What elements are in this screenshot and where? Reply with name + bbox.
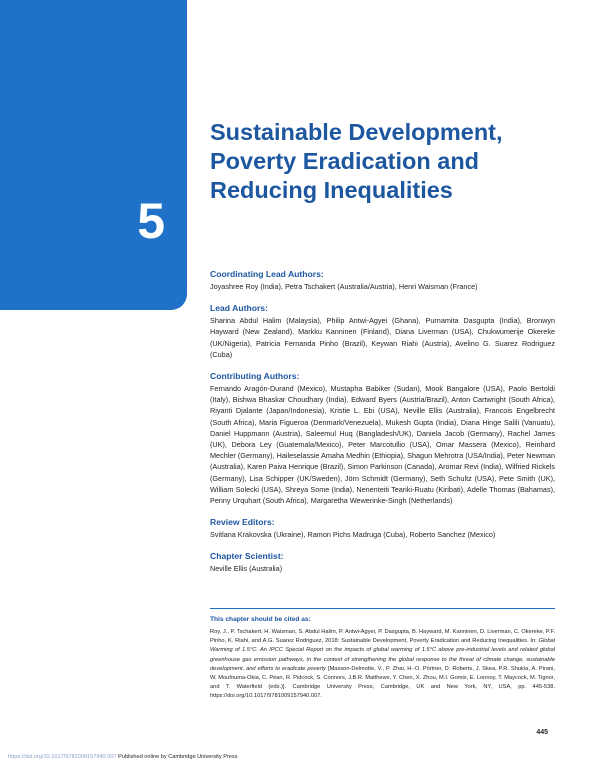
footer (8, 754, 238, 760)
section-text: Joyashree Roy (India), Petra Tschakert (Australia/Austria), Henri Waisman (France) (210, 282, 478, 291)
section-lead-authors (210, 302, 555, 360)
section-heading: Coordinating Lead Authors: (210, 269, 324, 279)
section-review-editors (210, 516, 555, 540)
footer-doi-link[interactable]: https://doi.org/10.1017/9781009157940.007 (8, 754, 117, 760)
section-text: Sharina Abdul Halim (Malaysia), Philip Antwi-Agyei (Ghana), Purnamita Dasgupta (India), Bronwyn Hayward (New Zealand), Markku Kanninen (Finland), Diana Liverman (USA), Chukwumerije Okereke (UK/Nigeria), Patricia Fernanda Pinho (Brazil), Keywan Riahi (Austria), Avelino G. Suarez Rodriguez (Cuba) (210, 316, 555, 359)
section-contributing-authors (210, 370, 555, 506)
section-heading: Contributing Authors: (210, 371, 300, 382)
section-heading: Lead Authors: (210, 303, 268, 314)
section-coordinating-lead-authors (210, 268, 555, 292)
section-text: Neville Ellis (Australia) (210, 564, 283, 574)
citation-divider (210, 608, 555, 609)
section-text: Fernando Aragón-Durand (Mexico), Mustapha Babiker (Sudan), Mook Bangalore (USA), Paolo Bertoldi (Italy), Bishwa Bhaskar Choudhary (India), Edward Byers (Austria/Brazil), Anton Cartwright (South Africa), Riyanti Djalante (Japan/Indonesia), Kristie L. Ebi (USA), Neville Ellis (Australia), Francois Engelbrecht (South Africa), Maria Figueroa (Denmark/Venezuela), Mukesh Gupta (India), Diana Hinge Salili (Vanuatu), Daniel Huppmann (Austria), Saleemul Huq (Bangladesh/UK), Daniela Jacob (Germany), Rachel James (UK), Debora Ley (Guatemala/Mexico), Peter Marcotullio (USA), Omar Massera (Mexico), Reinhard Mechler (Germany), Haileselassie Amaha Medhin (Ethiopia), Shagun Mehrotra (USA/India), Peter Newman (Australia), Karen Paiva Henrique (Brazil), Simon Parkinson (Canada), Aromar Revi (India), Wilfried Rickels (Germany), Lisa Schipper (UK/Sweden), Jörn Schmidt (Germany), Seth Schultz (USA), Pete Smith (UK), William Solecki (USA), Shreya Some (India), Nenenteiti Teariki-Ruatu (Kiribati), Adelle Thomas (Bahamas), Penny Urquhart (South Africa), Margaretha Wewerinke-Singh (Netherlands) (210, 384, 555, 506)
citation-part2: [Masson-Delmotte, V., P. Zhai, H.-O. Pörtner, D. Roberts, J. Skea, P.R. Shukla, A. Pirani, W. Moufouma-Okia, C. Péan, R. Pidcock, S. Connors, J.B.R. Matthews, Y. Chen, X. Zhou, M.I. Gomis, E. Lonnoy, T. Maycock, M. Tignor, and T. Waterfield (eds.)]. Cambridge University Press, Cambridge, UK and New York, NY, USA, pp. 445-538. https://doi.org/10.1017/9781009157940.007. (210, 665, 555, 700)
citation-box (210, 615, 555, 702)
section-chapter-scientist (210, 550, 555, 574)
page-number: 445 (536, 729, 548, 736)
author-list (210, 268, 555, 585)
footer-published: Published online by Cambridge University Press (118, 754, 238, 760)
citation-part1: Roy, J., P. Tschakert, H. Waisman, S. Abdul Halim, P. Antwi-Agyei, P. Dasgupta, B. Hayward, M. Kanninen, D. Liverman, C. Okereke, P.F. Pinho, K. Riahi, and A.G. Suarez Rodriguez, 2018: Sustainable Development, Poverty Eradication and Reducing Inequalities. In: (210, 629, 555, 645)
chapter-title: Sustainable Development, Poverty Eradication and Reducing Inequalities (210, 119, 503, 203)
section-heading: Chapter Scientist: (210, 551, 284, 562)
citation-text (210, 628, 555, 702)
section-text: Svitlana Krakovska (Ukraine), Ramon Pichs Madruga (Cuba), Roberto Sanchez (Mexico) (210, 530, 496, 540)
citation-heading: This chapter should be cited as: (210, 616, 311, 623)
section-heading: Review Editors: (210, 517, 275, 528)
chapter-number: 5 (137, 193, 165, 249)
chapter-tab (0, 0, 187, 310)
citation-report-title: Global Warming of 1.5°C. An IPCC Special Report on the impacts of global warming of 1.5°C above pre-industrial levels and related global greenhouse gas emission pathways, in the context of strengthening the global response to the threat of climate change, sustainable development, and efforts to eradicate poverty (210, 638, 555, 672)
